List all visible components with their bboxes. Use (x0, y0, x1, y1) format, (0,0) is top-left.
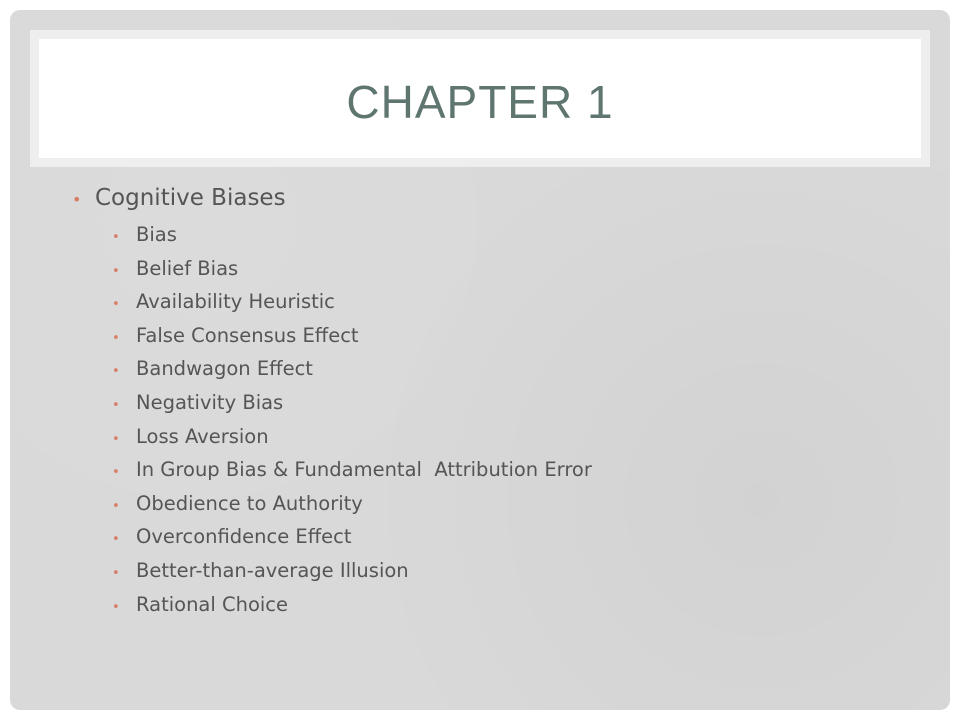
list-item-text: Rational Choice (136, 592, 289, 616)
list-item-text: Availability Heuristic (136, 290, 335, 314)
bullet-dot-icon: • (112, 397, 120, 413)
list-item-text: Negativity Bias (136, 390, 284, 414)
bullet-dot-icon: • (112, 599, 120, 615)
bullet-dot-icon: • (112, 364, 120, 380)
list-item (112, 525, 912, 559)
list-item-text: Overconfidence Effect (136, 525, 352, 549)
list-item (112, 290, 912, 324)
content-area (72, 185, 912, 626)
list-item-text: Bias (136, 223, 177, 246)
list-item (112, 257, 912, 291)
list-item-text: Better-than-average Illusion (136, 558, 409, 582)
list-item (112, 391, 912, 425)
bullet-dot-icon: • (112, 297, 120, 313)
list-item (112, 223, 912, 257)
list-item (112, 425, 912, 459)
list-item (112, 357, 912, 391)
list-item (112, 593, 912, 627)
list-item (112, 559, 912, 593)
list-item-text: False Consensus Effect (136, 323, 359, 347)
list-item (112, 458, 912, 492)
main-bullet-text: Cognitive Biases (95, 185, 286, 211)
title-frame (30, 30, 930, 167)
bullet-dot-icon: • (112, 431, 120, 447)
list-item-text: Belief Bias (136, 256, 239, 280)
list-item (112, 492, 912, 526)
list-item-text: In Group Bias & Fundamental Attribution Error (136, 458, 592, 482)
bullet-dot-icon: • (112, 230, 120, 245)
main-bullet-item (72, 185, 912, 211)
bullet-dot-icon: • (112, 565, 120, 581)
bullet-dot-icon: • (112, 532, 120, 548)
list-item (112, 324, 912, 358)
bullet-dot-icon: • (112, 263, 120, 279)
bullet-dot-icon: • (72, 190, 82, 209)
slide-title: CHAPTER 1 (346, 75, 614, 128)
list-item-text: Loss Aversion (136, 424, 269, 448)
slide (10, 10, 950, 710)
list-item-text: Obedience to Authority (136, 491, 363, 515)
bullet-dot-icon: • (112, 465, 120, 481)
sub-bullet-list (72, 223, 912, 626)
title-box (39, 39, 921, 158)
bullet-dot-icon: • (112, 330, 120, 346)
bullet-dot-icon: • (112, 498, 120, 514)
list-item-text: Bandwagon Effect (136, 357, 313, 381)
